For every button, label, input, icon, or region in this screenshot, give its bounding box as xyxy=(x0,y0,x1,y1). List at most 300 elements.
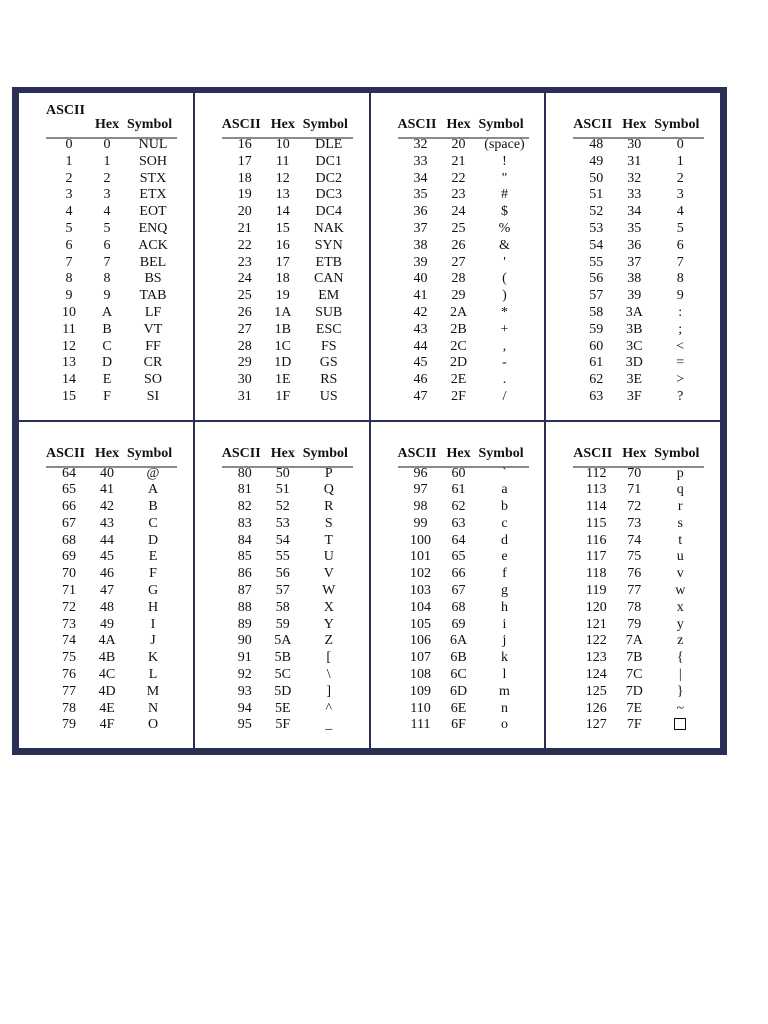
hex-cell: 7B xyxy=(626,650,643,666)
symbol-cell: j xyxy=(502,633,507,649)
decimal-cell: 7 xyxy=(65,254,73,270)
hex-cell: 4C xyxy=(98,667,116,683)
hex-cell: 6B xyxy=(450,650,467,666)
symbol-cell: ACK xyxy=(138,237,168,253)
decimal-cell: 60 xyxy=(589,338,604,354)
symbol-cell: 3 xyxy=(676,187,684,203)
table-row xyxy=(371,566,545,583)
decimal-cell: 75 xyxy=(62,650,76,666)
hex-cell: 2E xyxy=(450,372,467,388)
hex-cell: 3B xyxy=(626,321,643,337)
header-ascii: ASCII xyxy=(46,445,85,461)
table-row xyxy=(19,238,193,255)
hex-cell: 62 xyxy=(451,499,466,515)
hex-cell: 47 xyxy=(100,583,114,599)
hex-cell: 78 xyxy=(627,599,642,615)
table-row xyxy=(19,372,193,389)
table-row xyxy=(19,288,193,305)
decimal-cell: 47 xyxy=(413,388,428,404)
decimal-cell: 126 xyxy=(585,700,607,716)
table-row xyxy=(371,187,545,204)
decimal-cell: 5 xyxy=(65,220,73,236)
panel-rows xyxy=(195,466,369,735)
table-row xyxy=(19,667,193,684)
table-row xyxy=(371,583,545,600)
symbol-cell: STX xyxy=(139,170,167,186)
hex-cell: 3F xyxy=(626,388,642,404)
decimal-cell: 56 xyxy=(589,271,604,287)
symbol-cell: ? xyxy=(677,388,684,404)
decimal-cell: 78 xyxy=(62,700,76,716)
decimal-cell: 81 xyxy=(237,482,252,498)
table-row xyxy=(546,221,720,238)
symbol-cell: t xyxy=(678,532,683,548)
symbol-cell: b xyxy=(501,499,508,515)
decimal-cell: 29 xyxy=(237,355,252,371)
hex-cell: 5A xyxy=(274,633,292,649)
table-row xyxy=(371,633,545,650)
decimal-cell: 22 xyxy=(237,237,252,253)
decimal-cell: 73 xyxy=(62,616,76,632)
symbol-cell: SUB xyxy=(315,304,343,320)
table-row xyxy=(19,154,193,171)
table-row xyxy=(195,600,369,617)
header-ascii: ASCII xyxy=(46,103,85,118)
table-row xyxy=(546,466,720,483)
symbol-cell: B xyxy=(148,499,158,515)
symbol-cell: X xyxy=(323,599,334,615)
hex-cell: 6F xyxy=(451,717,466,733)
decimal-cell: 3 xyxy=(65,187,73,203)
decimal-cell: 17 xyxy=(237,153,252,169)
header-hex: Hex xyxy=(446,445,471,461)
hex-cell: 6D xyxy=(449,683,468,699)
table-row xyxy=(546,633,720,650)
symbol-cell: } xyxy=(676,683,684,699)
header-ascii: ASCII xyxy=(397,445,437,461)
decimal-cell: 112 xyxy=(586,465,607,481)
decimal-cell: 64 xyxy=(62,465,76,481)
table-row xyxy=(546,717,720,734)
symbol-cell: C xyxy=(148,515,158,531)
table-row xyxy=(371,667,545,684)
hex-cell: 2C xyxy=(450,338,467,354)
table-row xyxy=(19,650,193,667)
decimal-cell: 106 xyxy=(410,633,431,649)
table-row xyxy=(19,221,193,238)
table-row xyxy=(195,271,369,288)
table-row xyxy=(546,187,720,204)
table-row xyxy=(371,305,545,322)
hex-cell: 8 xyxy=(103,271,111,287)
decimal-cell: 11 xyxy=(62,321,76,337)
table-row xyxy=(546,389,720,406)
decimal-cell: 28 xyxy=(237,338,252,354)
hex-cell: 16 xyxy=(275,237,290,253)
panel-rows xyxy=(195,137,369,406)
table-row xyxy=(195,221,369,238)
symbol-cell: R xyxy=(324,499,334,515)
decimal-cell: 93 xyxy=(237,683,252,699)
header-ascii: ASCII xyxy=(573,117,613,132)
decimal-cell: 102 xyxy=(410,566,431,582)
hex-cell: 3E xyxy=(626,372,643,388)
panel-rows xyxy=(546,137,720,406)
table-row xyxy=(371,617,545,634)
hex-cell: 70 xyxy=(627,465,642,481)
table-row xyxy=(19,633,193,650)
table-row xyxy=(19,355,193,372)
header-hex: Hex xyxy=(622,117,647,132)
hex-cell: 19 xyxy=(275,288,290,304)
decimal-cell: 6 xyxy=(65,237,73,253)
decimal-cell: 74 xyxy=(62,633,76,649)
hex-cell: 60 xyxy=(451,465,466,481)
decimal-cell: 113 xyxy=(586,482,607,498)
decimal-cell: 9 xyxy=(65,288,73,304)
table-row xyxy=(195,137,369,154)
hex-cell: 27 xyxy=(451,254,466,270)
symbol-cell: n xyxy=(501,700,508,716)
table-row xyxy=(371,204,545,221)
hex-cell: 1A xyxy=(274,304,292,320)
decimal-cell: 19 xyxy=(237,187,252,203)
decimal-cell: 120 xyxy=(585,599,607,615)
hex-cell: 55 xyxy=(275,549,290,565)
hex-cell: 1C xyxy=(274,338,291,354)
header-hex: Hex xyxy=(622,445,647,461)
symbol-cell: U xyxy=(323,549,334,565)
symbol-cell: NAK xyxy=(313,220,344,236)
symbol-cell: $ xyxy=(501,204,508,220)
symbol-cell: SI xyxy=(146,388,160,404)
table-row xyxy=(371,154,545,171)
hex-cell: 46 xyxy=(100,566,114,582)
decimal-cell: 80 xyxy=(237,465,252,481)
header-symbol: Symbol xyxy=(127,445,173,461)
hex-cell: 5B xyxy=(274,650,291,666)
symbol-cell: S xyxy=(324,515,333,531)
decimal-cell: 65 xyxy=(62,482,76,498)
symbol-cell: ( xyxy=(502,271,507,287)
decimal-cell: 39 xyxy=(413,254,428,270)
decimal-cell: 1 xyxy=(65,153,73,169)
hex-cell: 53 xyxy=(275,515,290,531)
symbol-cell: y xyxy=(676,616,684,632)
panel-header xyxy=(195,428,369,466)
decimal-cell: 124 xyxy=(585,667,607,683)
header-symbol: Symbol xyxy=(302,445,348,461)
decimal-cell: 30 xyxy=(237,372,252,388)
hex-cell: 6E xyxy=(450,700,467,716)
hex-cell: 12 xyxy=(275,170,290,186)
decimal-cell: 57 xyxy=(589,288,604,304)
decimal-cell: 26 xyxy=(237,304,252,320)
symbol-cell: (space) xyxy=(484,137,525,152)
symbol-cell: L xyxy=(148,667,158,683)
symbol-cell: 2 xyxy=(676,170,684,186)
symbol-cell: 4 xyxy=(676,204,684,220)
symbol-cell: v xyxy=(676,566,684,582)
hex-cell: 66 xyxy=(451,566,466,582)
symbol-cell: _ xyxy=(325,717,333,733)
hex-cell: 57 xyxy=(275,583,290,599)
symbol-cell: l xyxy=(502,667,507,683)
symbol-cell: | xyxy=(678,667,682,683)
table-row xyxy=(546,154,720,171)
symbol-cell: , xyxy=(502,338,507,354)
table-row xyxy=(19,701,193,718)
decimal-cell: 110 xyxy=(410,700,431,716)
table-row xyxy=(371,221,545,238)
symbol-cell: A xyxy=(147,482,159,498)
symbol-cell: E xyxy=(148,549,158,565)
decimal-cell: 61 xyxy=(589,355,604,371)
table-row xyxy=(19,566,193,583)
header-ascii: ASCII xyxy=(397,117,437,132)
hex-cell: 30 xyxy=(627,137,642,152)
hex-cell: 3D xyxy=(625,355,643,371)
symbol-cell: O xyxy=(147,717,159,733)
header-hex: Hex xyxy=(95,445,120,461)
hex-cell: 59 xyxy=(275,616,290,632)
ascii-panel xyxy=(195,93,369,420)
header-ascii: ASCII xyxy=(573,445,613,461)
symbol-cell: " xyxy=(501,170,508,186)
panel-rows xyxy=(546,466,720,735)
hex-cell: 56 xyxy=(275,566,290,582)
table-row xyxy=(195,684,369,701)
table-row xyxy=(195,355,369,372)
decimal-cell: 40 xyxy=(413,271,428,287)
table-row xyxy=(371,701,545,718)
symbol-cell: 6 xyxy=(676,237,684,253)
hex-cell: E xyxy=(102,372,112,388)
decimal-cell: 115 xyxy=(586,515,607,531)
table-row xyxy=(546,533,720,550)
decimal-cell: 62 xyxy=(589,372,604,388)
table-row xyxy=(19,549,193,566)
table-row xyxy=(371,549,545,566)
table-row xyxy=(546,372,720,389)
hex-cell: 7C xyxy=(626,667,643,683)
decimal-cell: 89 xyxy=(237,616,252,632)
symbol-cell: g xyxy=(501,583,508,599)
hex-cell: 1B xyxy=(274,321,291,337)
hex-cell: F xyxy=(103,388,111,404)
table-row xyxy=(195,633,369,650)
decimal-cell: 18 xyxy=(237,170,252,186)
decimal-cell: 122 xyxy=(585,633,607,649)
hex-cell: 21 xyxy=(451,153,466,169)
decimal-cell: 8 xyxy=(65,271,73,287)
header-hex: Hex xyxy=(270,117,295,132)
symbol-cell: z xyxy=(677,633,684,649)
decimal-cell: 117 xyxy=(586,549,607,565)
hex-cell: 44 xyxy=(100,532,114,548)
symbol-cell: 8 xyxy=(676,271,684,287)
decimal-cell: 123 xyxy=(585,650,607,666)
ascii-panel xyxy=(19,422,193,749)
hex-cell: 23 xyxy=(451,187,466,203)
decimal-cell: 34 xyxy=(413,170,428,186)
hex-cell: 1 xyxy=(103,153,111,169)
hex-cell: 1D xyxy=(274,355,292,371)
hex-cell: 7D xyxy=(625,683,643,699)
symbol-cell: 5 xyxy=(676,220,684,236)
symbol-cell: q xyxy=(676,482,684,498)
decimal-cell: 42 xyxy=(413,304,428,320)
decimal-cell: 2 xyxy=(65,170,73,186)
table-row xyxy=(546,238,720,255)
table-row xyxy=(371,684,545,701)
decimal-cell: 43 xyxy=(413,321,428,337)
symbol-cell: ` xyxy=(502,465,507,481)
ascii-table-frame xyxy=(12,87,727,755)
hex-cell: 2 xyxy=(103,170,111,186)
table-row xyxy=(546,516,720,533)
symbol-cell: Z xyxy=(324,633,334,649)
table-row xyxy=(19,583,193,600)
hex-cell: 51 xyxy=(275,482,290,498)
table-row xyxy=(195,667,369,684)
decimal-cell: 68 xyxy=(62,532,76,548)
symbol-cell: T xyxy=(324,532,334,548)
symbol-cell: f xyxy=(502,566,507,582)
hex-cell: 29 xyxy=(451,288,466,304)
table-row xyxy=(195,549,369,566)
hex-cell: 13 xyxy=(275,187,290,203)
hex-cell: A xyxy=(101,304,113,320)
table-row xyxy=(546,255,720,272)
symbol-cell: i xyxy=(502,616,507,632)
table-row xyxy=(19,482,193,499)
symbol-cell: p xyxy=(676,465,684,481)
hex-cell: 18 xyxy=(275,271,290,287)
decimal-cell: 48 xyxy=(589,137,604,152)
decimal-cell: 12 xyxy=(62,338,76,354)
symbol-cell: e xyxy=(501,549,508,565)
decimal-cell: 76 xyxy=(62,667,76,683)
decimal-cell: 116 xyxy=(586,532,607,548)
header-symbol: Symbol xyxy=(478,445,524,461)
hex-cell: 54 xyxy=(275,532,290,548)
table-row xyxy=(546,684,720,701)
decimal-cell: 15 xyxy=(62,388,76,404)
hex-cell: 2D xyxy=(449,355,468,371)
symbol-cell: FF xyxy=(145,338,161,354)
decimal-cell: 125 xyxy=(585,683,607,699)
decimal-cell: 92 xyxy=(237,667,252,683)
decimal-cell: 99 xyxy=(413,515,428,531)
hex-cell: 5 xyxy=(103,220,111,236)
decimal-cell: 51 xyxy=(589,187,604,203)
hex-cell: 11 xyxy=(276,153,290,169)
table-row xyxy=(19,600,193,617)
table-row xyxy=(195,566,369,583)
symbol-cell: M xyxy=(146,683,160,699)
hex-cell: 33 xyxy=(627,187,642,203)
hex-cell: 2B xyxy=(450,321,467,337)
table-row xyxy=(546,339,720,356)
hex-cell: 72 xyxy=(627,499,642,515)
symbol-cell: I xyxy=(150,616,156,632)
table-row xyxy=(19,305,193,322)
symbol-cell: TAB xyxy=(139,288,167,304)
decimal-cell: 41 xyxy=(413,288,428,304)
table-row xyxy=(371,355,545,372)
symbol-cell: < xyxy=(676,338,685,354)
table-row xyxy=(371,499,545,516)
table-row xyxy=(371,171,545,188)
decimal-cell: 23 xyxy=(237,254,252,270)
table-row xyxy=(371,600,545,617)
table-row xyxy=(546,549,720,566)
hex-cell: 76 xyxy=(627,566,642,582)
symbol-cell: DC2 xyxy=(315,170,342,186)
hex-cell: 6A xyxy=(449,633,468,649)
hex-cell: 50 xyxy=(275,465,290,481)
table-row xyxy=(19,684,193,701)
symbol-cell: 1 xyxy=(676,153,684,169)
symbol-cell: r xyxy=(677,499,683,515)
symbol-cell: FS xyxy=(320,338,337,354)
table-row xyxy=(546,650,720,667)
table-row xyxy=(19,255,193,272)
decimal-cell: 90 xyxy=(237,633,252,649)
ascii-table-grid xyxy=(19,93,720,748)
table-row xyxy=(371,482,545,499)
table-row xyxy=(19,204,193,221)
decimal-cell: 21 xyxy=(237,220,252,236)
decimal-cell: 119 xyxy=(586,583,607,599)
decimal-cell: 109 xyxy=(410,683,431,699)
symbol-cell: BEL xyxy=(139,254,167,270)
hex-cell: 5F xyxy=(275,717,291,733)
table-row xyxy=(195,466,369,483)
hex-cell: 10 xyxy=(275,137,290,152)
square-box-icon xyxy=(674,718,686,730)
table-row xyxy=(371,322,545,339)
symbol-cell: SOH xyxy=(138,153,167,169)
hex-cell: 32 xyxy=(627,170,642,186)
decimal-cell: 95 xyxy=(237,717,252,733)
decimal-cell: 114 xyxy=(586,499,607,515)
symbol-cell: 7 xyxy=(676,254,684,270)
hex-cell: 24 xyxy=(451,204,466,220)
symbol-cell: ETB xyxy=(315,254,342,270)
table-row xyxy=(19,171,193,188)
header-symbol: Symbol xyxy=(478,117,524,132)
hex-cell: 49 xyxy=(100,616,114,632)
decimal-cell: 45 xyxy=(413,355,428,371)
symbol-cell: : xyxy=(678,304,683,320)
table-row xyxy=(546,617,720,634)
header-hex: Hex xyxy=(446,117,471,132)
table-row xyxy=(371,255,545,272)
table-row xyxy=(195,516,369,533)
header-ascii: ASCII xyxy=(221,117,261,132)
decimal-cell: 24 xyxy=(237,271,252,287)
hex-cell: 17 xyxy=(275,254,290,270)
symbol-cell: N xyxy=(147,700,159,716)
hex-cell: 0 xyxy=(103,137,111,152)
symbol-cell: h xyxy=(501,599,508,615)
panel-header xyxy=(546,428,720,466)
table-row xyxy=(371,339,545,356)
panel-header xyxy=(195,99,369,137)
panel-rows xyxy=(371,137,545,406)
